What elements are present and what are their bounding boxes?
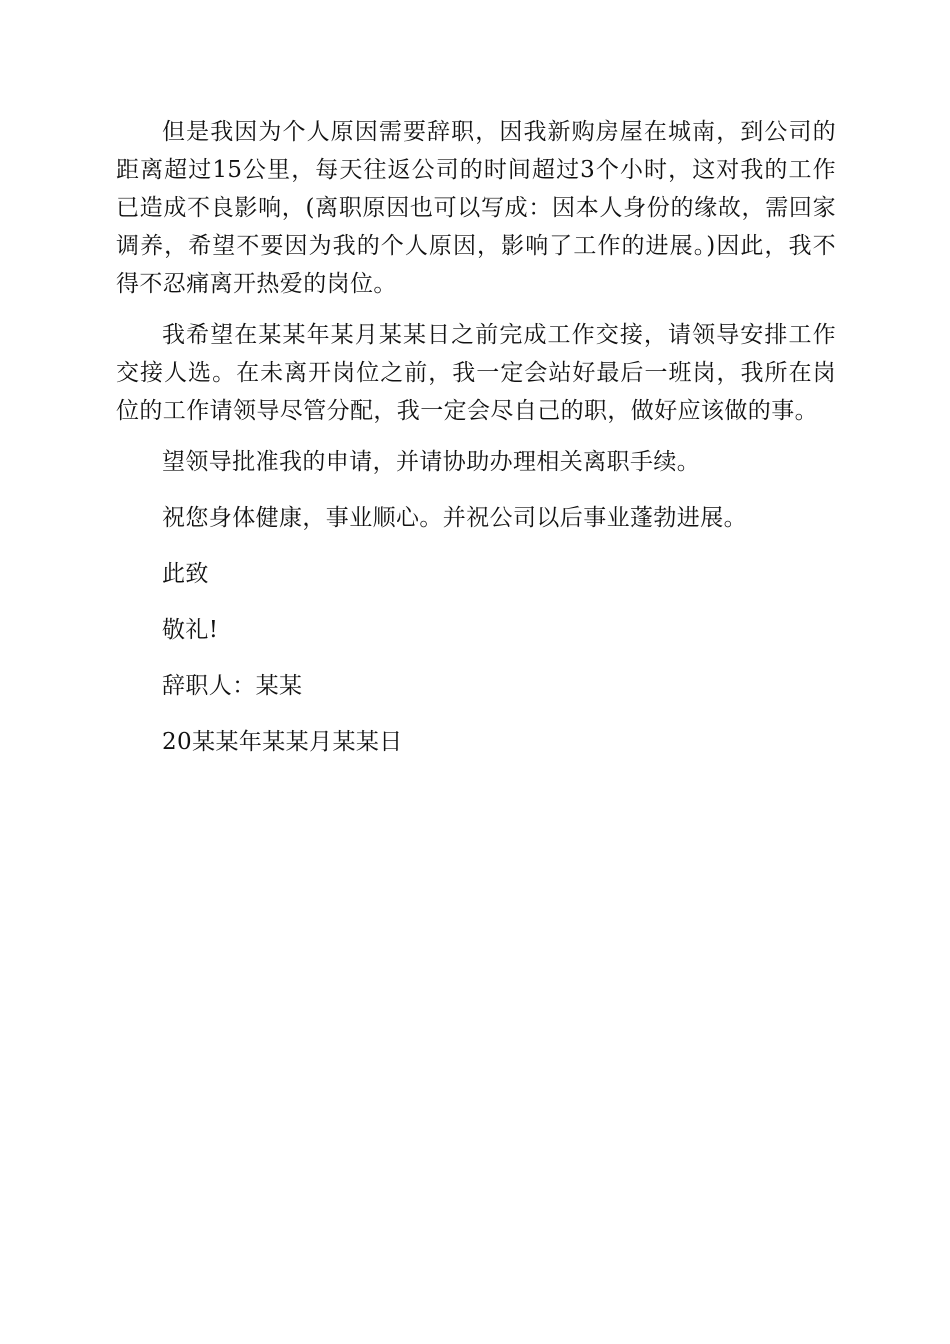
paragraph-handover: 我希望在某某年某月某某日之前完成工作交接，请领导安排工作交接人选。在未离开岗位之前，我一定会站好最后一班岗，我所在岗位的工作请领导尽管分配，我一定会尽自己的职，做好应该做的事。 (116, 322, 836, 424)
signature-line: 辞职人：某某 (162, 673, 303, 699)
paragraph-request: 望领导批准我的申请，并请协助办理相关离职手续。 (162, 449, 701, 475)
letter-body (116, 113, 836, 779)
paragraph-resignation-reason: 但是我因为个人原因需要辞职，因我新购房屋在城南，到公司的距离超过15公里，每天往返公司的时间超过3个小时，这对我的工作已造成不良影响，(离职原因也可以写成：因本人身份的缘故，需回家调养，希望不要因为我的个人原因，影响了工作的进展。)因此，我不得不忍痛离开热爱的岗位。 (116, 119, 836, 297)
paragraph-wishes: 祝您身体健康，事业顺心。并祝公司以后事业蓬勃进展。 (162, 505, 747, 531)
date-line: 20某某年某某月某某日 (162, 729, 403, 755)
closing-salutation: 此致 (162, 561, 209, 587)
closing-regards: 敬礼! (162, 617, 219, 643)
